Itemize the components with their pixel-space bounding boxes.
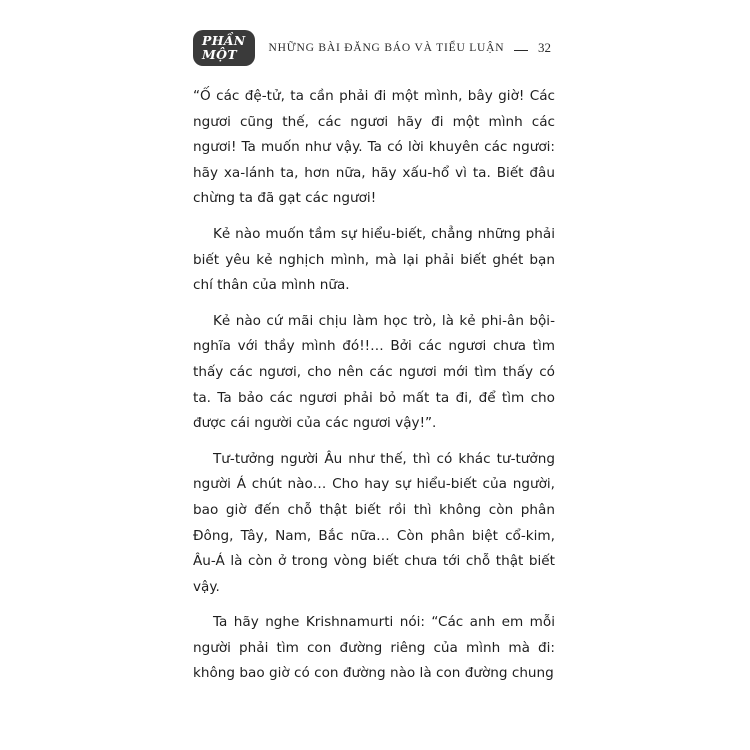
paragraph-3: Kẻ nào cứ mãi chịu làm học trò, là kẻ phi-ân bội-nghĩa với thầy mình đó!!… Bởi các ngươi chưa tìm thấy các ngươi, cho nên các ngươi mới tìm thấy có ta. Ta bảo các ngươi phải bỏ mất ta đi, để tìm cho được cái người của các ngươi vậy!”. bbox=[193, 312, 555, 432]
body-text bbox=[193, 84, 555, 697]
paragraph-4: Tư-tưởng người Âu như thế, thì có khác tư-tưởng người Á chút nào… Cho hay sự hiểu-biết của người, bao giờ đến chỗ thật biết rồi thì không còn phân Đông, Tây, Nam, Bắc nữa… Còn phân biệt cổ-kim, Âu-Á là còn ở trong vòng biết chưa tới chỗ thật biết vậy. bbox=[193, 450, 555, 595]
paragraph-5: Ta hãy nghe Krishnamurti nói: “Các anh em mỗi người phải tìm con đường riêng của mình mà đi: không bao giờ có con đường nào là con đường chung bbox=[193, 614, 555, 682]
running-header bbox=[193, 33, 551, 62]
paragraph-1: “Ố các đệ-tử, ta cần phải đi một mình, bây giờ! Các ngươi cũng thế, các ngươi hãy đi một mình các ngươi! Ta muốn như vậy. Ta có lời khuyên các ngươi: hãy xa-lánh ta, hơn nữa, hãy xấu-hổ vì ta. Biết đâu chừng ta đã gạt các ngươi! bbox=[193, 88, 555, 207]
page-number: 32 bbox=[538, 40, 551, 55]
paragraph-2: Kẻ nào muốn tầm sự hiểu-biết, chẳng những phải biết yêu kẻ nghịch mình, mà lại phải biết ghét bạn chí thân của mình nữa. bbox=[193, 225, 555, 294]
header-rule bbox=[514, 50, 528, 51]
chapter-title: NHỮNG BÀI ĐĂNG BÁO VÀ TIỂU LUẬN bbox=[268, 42, 505, 54]
part-badge: PHẦN MỘT bbox=[193, 30, 255, 66]
